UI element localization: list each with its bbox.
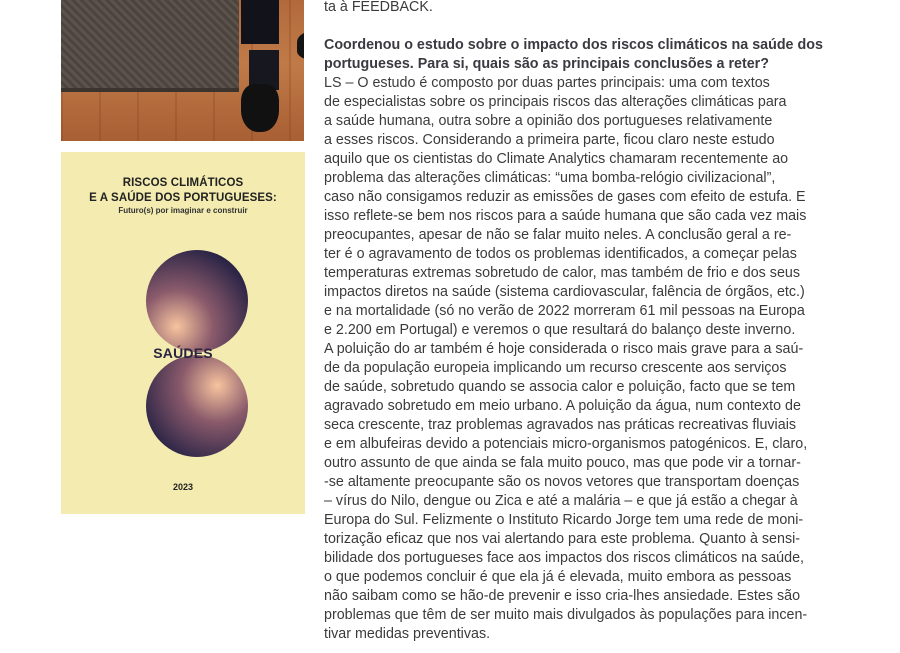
cover-subtitle: Futuro(s) por imaginar e construir (118, 206, 248, 215)
cover-circle-bottom (146, 355, 248, 457)
answer-line: aquilo que os cientistas do Climate Analytics chamaram recentemente ao (324, 151, 789, 167)
answer-line: isso reflete-se bem nos riscos para a saúde humana que são cada vez mais (324, 208, 807, 224)
answer-line: problemas que têm de ser muito mais divulgados às populações para incen- (324, 607, 808, 623)
answer-line: impactos diretos na saúde (sistema cardiovascular, falência de órgãos, etc.) (324, 284, 805, 300)
shoe-shape (297, 30, 304, 60)
question-line: portugueses. Para si, quais são as principais conclusões a reter? (324, 56, 769, 72)
cover-year: 2023 (172, 482, 194, 492)
cover-circle-top (146, 250, 248, 352)
cover-title-line: RISCOS CLIMÁTICOS (122, 177, 244, 189)
interview-photo (61, 0, 304, 141)
cover-title-line: E A SAÚDE DOS PORTUGUESES: (89, 192, 277, 204)
answer-line: de especialistas sobre os principais riscos das alterações climáticas para (324, 94, 787, 110)
answer-line: outro assunto de que ainda se fala muito pouco, mas que pode vir a tornar- (324, 455, 801, 471)
report-cover (61, 152, 305, 514)
answer-line: não saibam como se hão-de prevenir e isso cria-lhes ansiedade. Estes são (324, 588, 801, 604)
leg-shape (241, 0, 279, 44)
answer-line: LS – O estudo é composto por duas partes principais: uma com textos (324, 75, 770, 91)
previous-paragraph-end: ta à FEEDBACK. (324, 0, 433, 15)
answer-line: de saúde, sobretudo quando se associa calor e poluição, facto que se tem (324, 379, 796, 395)
answer-line: – vírus do Nilo, dengue ou Zica e até a malária – e que já estão a chegar à (324, 493, 798, 509)
answer-line: a saúde humana, outra sobre a opinião dos portugueses relativamente (324, 113, 773, 129)
answer-line: Europa do Sul. Felizmente o Instituto Ricardo Jorge tem uma rede de moni- (324, 512, 804, 528)
answer-line: de da população europeia implicando um recurso crescente aos serviços (324, 360, 787, 376)
answer-line: e na mortalidade (só no verão de 2022 morreram 61 mil pessoas na Europa (324, 303, 805, 319)
answer-line: ter é o agravamento de todos os problemas identificados, a começar pelas (324, 246, 797, 262)
interview-question (324, 36, 823, 74)
answer-line: caso não consigamos reduzir as emissões de gases com efeito de estufa. E (324, 189, 806, 205)
cover-art-word: SAÚDES (153, 345, 213, 361)
answer-line: torização eficaz que nos vai alertando para este problema. Quanto à sensi- (324, 531, 801, 547)
answer-line: tivar medidas preventivas. (324, 626, 491, 642)
answer-line: o que podemos concluir é que ela já é elevada, muito embora as pessoas (324, 569, 792, 585)
cover-title (61, 176, 305, 206)
question-line: Coordenou o estudo sobre o impacto dos riscos climáticos na saúde dos (324, 37, 823, 53)
answer-line: agravado sobretudo em meio urbano. A poluição da água, num contexto de (324, 398, 801, 414)
answer-line: preocupantes, apesar de não se falar muito neles. A conclusão geral a re- (324, 227, 792, 243)
interview-answer (324, 74, 807, 644)
answer-line: seca crescente, traz problemas agravados nas práticas recreativas fluviais (324, 417, 797, 433)
answer-line: bilidade dos portugueses face aos impactos dos riscos climáticos na saúde, (324, 550, 804, 566)
answer-line: e em albufeiras devido a potenciais micro-organismos patogénicos. E, claro, (324, 436, 808, 452)
answer-line: temperaturas extremas sobretudo de calor, mas também de frio e dos seus (324, 265, 800, 281)
answer-line: -se altamente preocupante são os novos vetores que transportam doenças (324, 474, 800, 490)
armchair-shape (61, 0, 239, 92)
answer-line: A poluição do ar também é hoje considerada o risco mais grave para a saú- (324, 341, 804, 357)
shoe-shape (241, 84, 279, 132)
answer-line: e 2.200 em Portugal) e veremos o que resultará do balanço deste inverno. (324, 322, 796, 338)
answer-line: a esses riscos. Considerando a primeira parte, ficou claro neste estudo (324, 132, 775, 148)
answer-line: problema das alterações climáticas: “uma bomba-relógio civilizacional”, (324, 170, 776, 186)
